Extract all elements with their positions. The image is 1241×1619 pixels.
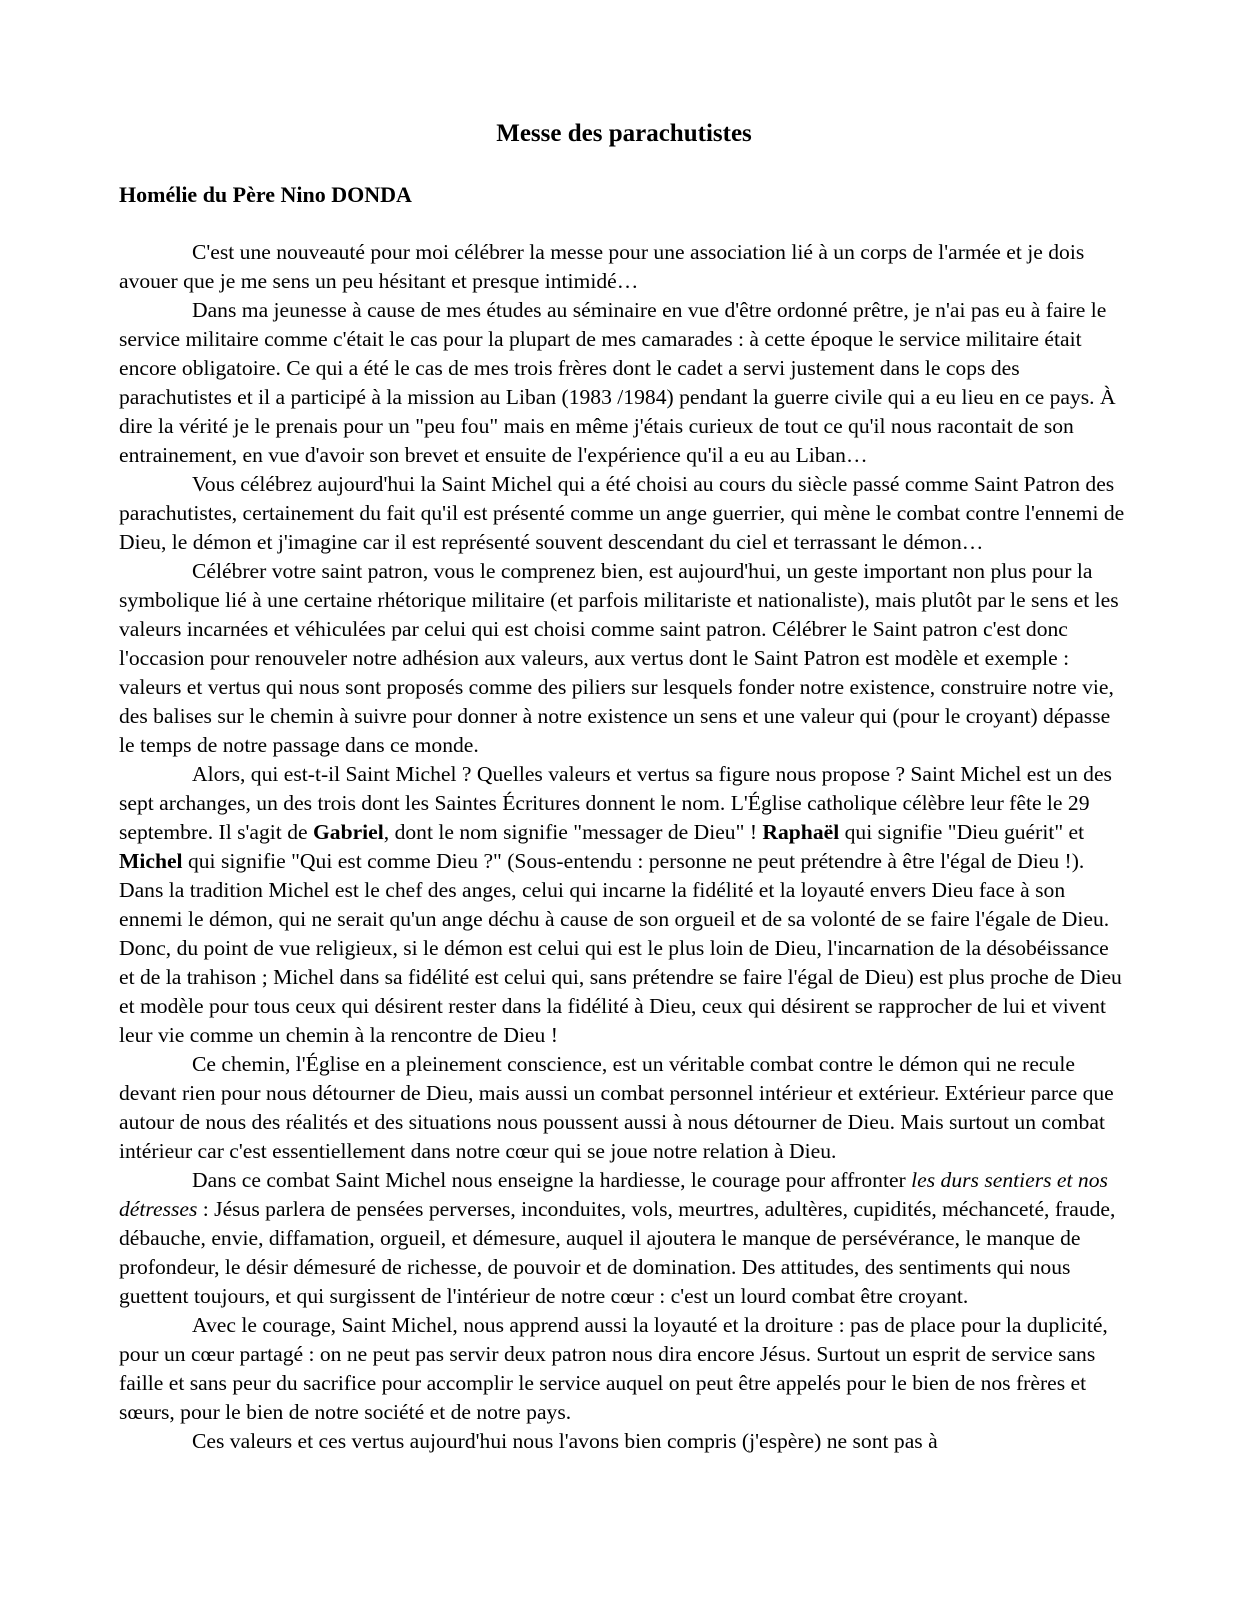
italic-quote: les durs sentiers et nos détresses [119,1168,1108,1221]
paragraph: Ce chemin, l'Église en a pleinement conscience, est un véritable combat contre le démon qui ne recule devant rien pour nous détourner de Dieu, mais aussi un combat personnel intérieur et extérieur. Extérieur parce que autour de nous des réalités et des situations nous poussent aussi à nous détourner de Dieu. Mais surtout un combat intérieur car c'est essentiellement dans notre cœur qui se joue notre relation à Dieu. [119,1052,1114,1163]
paragraph: C'est une nouveauté pour moi célébrer la messe pour une association lié à un corps de l'armée et je dois avouer que je me sens un peu hésitant et presque intimidé… [119,240,1085,293]
paragraph [119,1166,1129,1311]
paragraph: Célébrer votre saint patron, vous le comprenez bien, est aujourd'hui, un geste important non plus pour la symbolique lié à une certaine rhétorique militaire (et parfois militariste et nationaliste), mais plutôt par le sens et les valeurs incarnées et véhiculées par celui qui est choisi comme saint patron. Célébrer le Saint patron c'est donc l'occasion pour renouveler notre adhésion aux valeurs, aux vertus dont le Saint Patron est modèle et exemple : valeurs et vertus qui nous sont proposés comme des piliers sur lesquels fonder notre existence, construire notre vie, des balises sur le chemin à suivre pour donner à notre existence un sens et une valeur qui (pour le croyant) dépasse le temps de notre passage dans ce monde. [119,559,1119,757]
text-run: qui signifie "Dieu guérit" et [839,820,1085,844]
paragraph: Vous célébrez aujourd'hui la Saint Michel qui a été choisi au cours du siècle passé comme Saint Patron des parachutistes, certainement du fait qu'il est présenté comme un ange guerrier, qui mène le combat contre l'ennemi de Dieu, le démon et j'imagine car il est représenté souvent descendant du ciel et terrassant le démon… [119,472,1125,554]
page-subtitle: Homélie du Père Nino DONDA [119,182,412,207]
text-run: Alors, qui est-t-il Saint Michel ? Quelles valeurs et vertus sa figure nous propose ? Saint Michel est un des sept archanges, un des trois dont les Saintes Écritures donnent le nom. L'Église catholique célèbre leur fête le 29 septembre. Il s'agit de [119,762,1112,844]
text-run: : Jésus parlera de pensées perverses, inconduites, vols, meurtres, adultères, cupidités, méchanceté, fraude, débauche, envie, diffamation, orgueil, et démesure, auquel il ajoutera le manque de persévérance, le manque de profondeur, le désir démesuré de richesse, de pouvoir et de domination. Des attitudes, des sentiments qui nous guettent toujours, et qui surgissent de l'intérieur de notre cœur : c'est un lourd combat être croyant. [119,1197,1116,1308]
homily-body [119,238,1129,1456]
paragraph: Dans ma jeunesse à cause de mes études au séminaire en vue d'être ordonné prêtre, je n'ai pas eu à faire le service militaire comme c'était le cas pour la plupart de mes camarades : à cette époque le service militaire était encore obligatoire. Ce qui a été le cas de mes trois frères dont le cadet a servi justement dans le cops des parachutistes et il a participé à la mission au Liban (1983 /1984) pendant la guerre civile qui a eu lieu en ce pays. À dire la vérité je le prenais pour un "peu fou" mais en même j'étais curieux de tout ce qu'il nous racontait de son entrainement, en vue d'avoir son brevet et ensuite de l'expérience qu'il a eu au Liban… [119,298,1116,467]
paragraph [119,760,1129,1050]
text-run: qui signifie "Qui est comme Dieu ?" (Sous-entendu : personne ne peut prétendre à être l'égal de Dieu !). Dans la tradition Michel est le chef des anges, celui qui incarne la fidélité et la loyauté envers Dieu face à son ennemi le démon, qui ne serait qu'un ange déchu à cause de son orgueil et de sa volonté de se faire l'égale de Dieu. Donc, du point de vue religieux, si le démon est celui qui est le plus loin de Dieu, l'incarnation de la désobéissance et de la trahison ; Michel dans sa fidélité est celui qui, sans prétendre se faire l'égal de Dieu) est plus proche de Dieu et modèle pour tous ceux qui désirent rester dans la fidélité à Dieu, ceux qui désirent se rapprocher de lui et vivent leur vie comme un chemin à la rencontre de Dieu ! [119,849,1122,1047]
text-run: , dont le nom signifie "messager de Dieu" ! [383,820,763,844]
paragraph: Avec le courage, Saint Michel, nous apprend aussi la loyauté et la droiture : pas de place pour la duplicité, pour un cœur partagé : on ne peut pas servir deux patron nous dira encore Jésus. Surtout un esprit de service sans faille et sans peur du sacrifice pour accomplir le service auquel on peut être appelés pour le bien de nos frères et sœurs, pour le bien de notre société et de notre pays. [119,1313,1108,1424]
bold-name-michel: Michel [119,849,183,873]
bold-name-raphael: Raphaël [762,820,840,844]
paragraph: Ces valeurs et ces vertus aujourd'hui nous l'avons bien compris (j'espère) ne sont pas à [192,1429,938,1453]
bold-name-gabriel: Gabriel [312,820,384,844]
text-run: Dans ce combat Saint Michel nous enseigne la hardiesse, le courage pour affronter [192,1168,912,1192]
page-title: Messe des parachutistes [496,120,752,147]
